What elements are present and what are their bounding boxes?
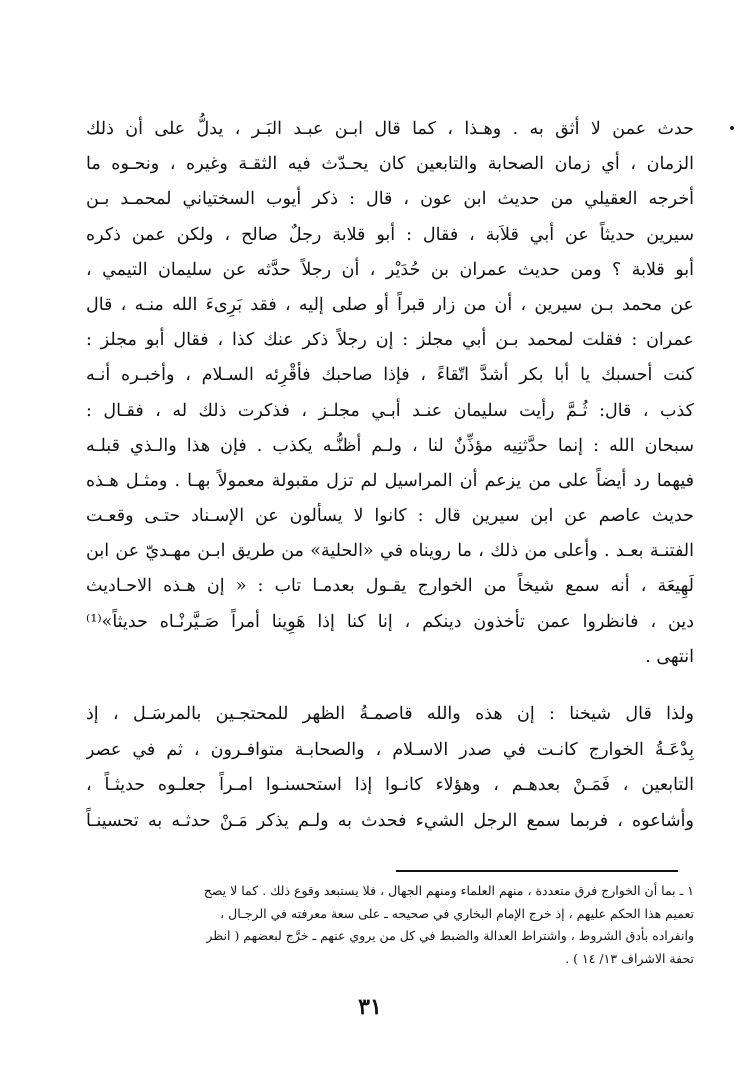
text-line: كذب ، قال: ثُـمَّ رأيت سليمان عنـد أبـي مجلـز ، فذكرت ذلك له ، فقـال : [86,400,694,421]
text-line: الزمان ، أي زمان الصحابة والتابعين كان يحـدّث فيه الثقـة وغيره ، ونحـوه ما [86,154,694,175]
text-line: دين ، فانظروا عمن تأخذون دينكم ، إنا كنا إذا هَوِينا أمراً صَـيَّرنْـاه حديثاً»⁽¹⁾ [86,611,694,632]
page-number: ٣١ [358,994,382,1020]
text-line: حدث عمن لا أثق به . وهـذا ، كما قال ابـن عبـد البَـر ، يدلُّ على أن ذلك [86,119,694,139]
text-line: انتهى . [645,646,694,667]
text-line: كنت أحسبك يا أبا بكر أشدَّ اتّقاءً ، فإذا صاحبك فأقْرِئه السـلام ، وأخبـره أنـه [86,365,694,386]
text-line: الفتنـة بعـد . وأعلى من ذلك ، ما رويناه في «الحلية» من طريق ابـن مهـديّ عن ابن [86,541,694,562]
text-line: وأشاعوه ، فربما سمع الرجل الشيء فحدث به ولـم يذكر مَـنْ حدثـه به تحسينـاً [86,810,694,831]
text-line: سيرين حديثاً عن أبي قلاَبة ، فقال : أبو قلابة رجلٌ صالح ، ولكن عمن ذكره [86,224,694,245]
text-line: بِدْعَـةُ الخوارج كانـت في صدر الاسـلام ، والصحابـة متوافـرون ، ثم في عصر [86,739,694,760]
text-line: التابعين ، فَمَـنْ بعدهـم ، وهؤلاء كانـوا إذا استحسنـوا امـراً جعلـوه حديثـاً ، [86,775,694,796]
text-line: عن محمد بـن سيرين ، أن من زار قبراً أو صلى إليه ، فقد بَرِىءَ الله منـه ، قال [86,294,694,315]
footnote-line: تحفة الاشراف ١٣/ ١٤ ) . [565,950,694,966]
text-line: فيهما رد أيضاً على من يزعم أن المراسيل لم تزل مقبولة معمولاً بهـا . ومثـل هـذه [86,470,694,491]
footnote-line: وانفراده بأدق الشروط ، واشتراط العدالة والضبط في كل من يروي عنهم ـ خرَّج لبعضهم ( انظر [206,928,694,943]
footnote-line: ١ ـ بما أن الخوارج فرق متعددة ، منهم العلماء ومنهم الجهال ، فلا يستبعد وقوع ذلك . كما لا يصح [203,883,694,898]
main-paragraph [86,112,694,675]
text-line: ولذا قال شيخنا : إن هذه والله قاصمـةُ الظهر للمحتجـين بالمرسَـل ، إذ [86,704,694,724]
text-line: حديث عاصم عن ابن سيرين قال : كانوا لا يسألون عن الإسـناد حتـى وقعـت [86,506,694,527]
footnote [116,880,694,970]
footnote-divider [396,870,678,872]
margin-mark [730,126,734,130]
text-line: أخرجه العقيلي من حديث ابن عون ، قال : ذكر أيوب السختياني لمحمـد بـن [86,189,694,210]
text-line: عمران : فقلت لمحمد بـن أبي مجلز : إن رجلاً ذكر عنك كذا ، فقال أبو مجلز : [86,330,694,351]
footnote-line: تعميم هذا الحكم عليهم ، إذ خرج الإمام البخاري في صحيحه ـ على سعة معرفته في الرجـال ، [220,905,694,921]
second-paragraph [86,697,694,839]
text-line: أبو قلابة ؟ ومن حديث عمران بن حُدَيْر ، أن رجلاً حدَّثه عن سليمان التيمي ، [86,259,694,280]
text-line: سبحان الله : إنما حدَّثنِيه مؤذِّنٌ لنا ، ولـم أظنُّـه يكذب . فإن هذا والـذي قبلـه [86,435,694,456]
text-line: لَهِيعَة ، أنه سمع شيخاً من الخوارج يقـول بعدمـا تاب : « إن هـذه الاحـاديث [86,576,694,597]
